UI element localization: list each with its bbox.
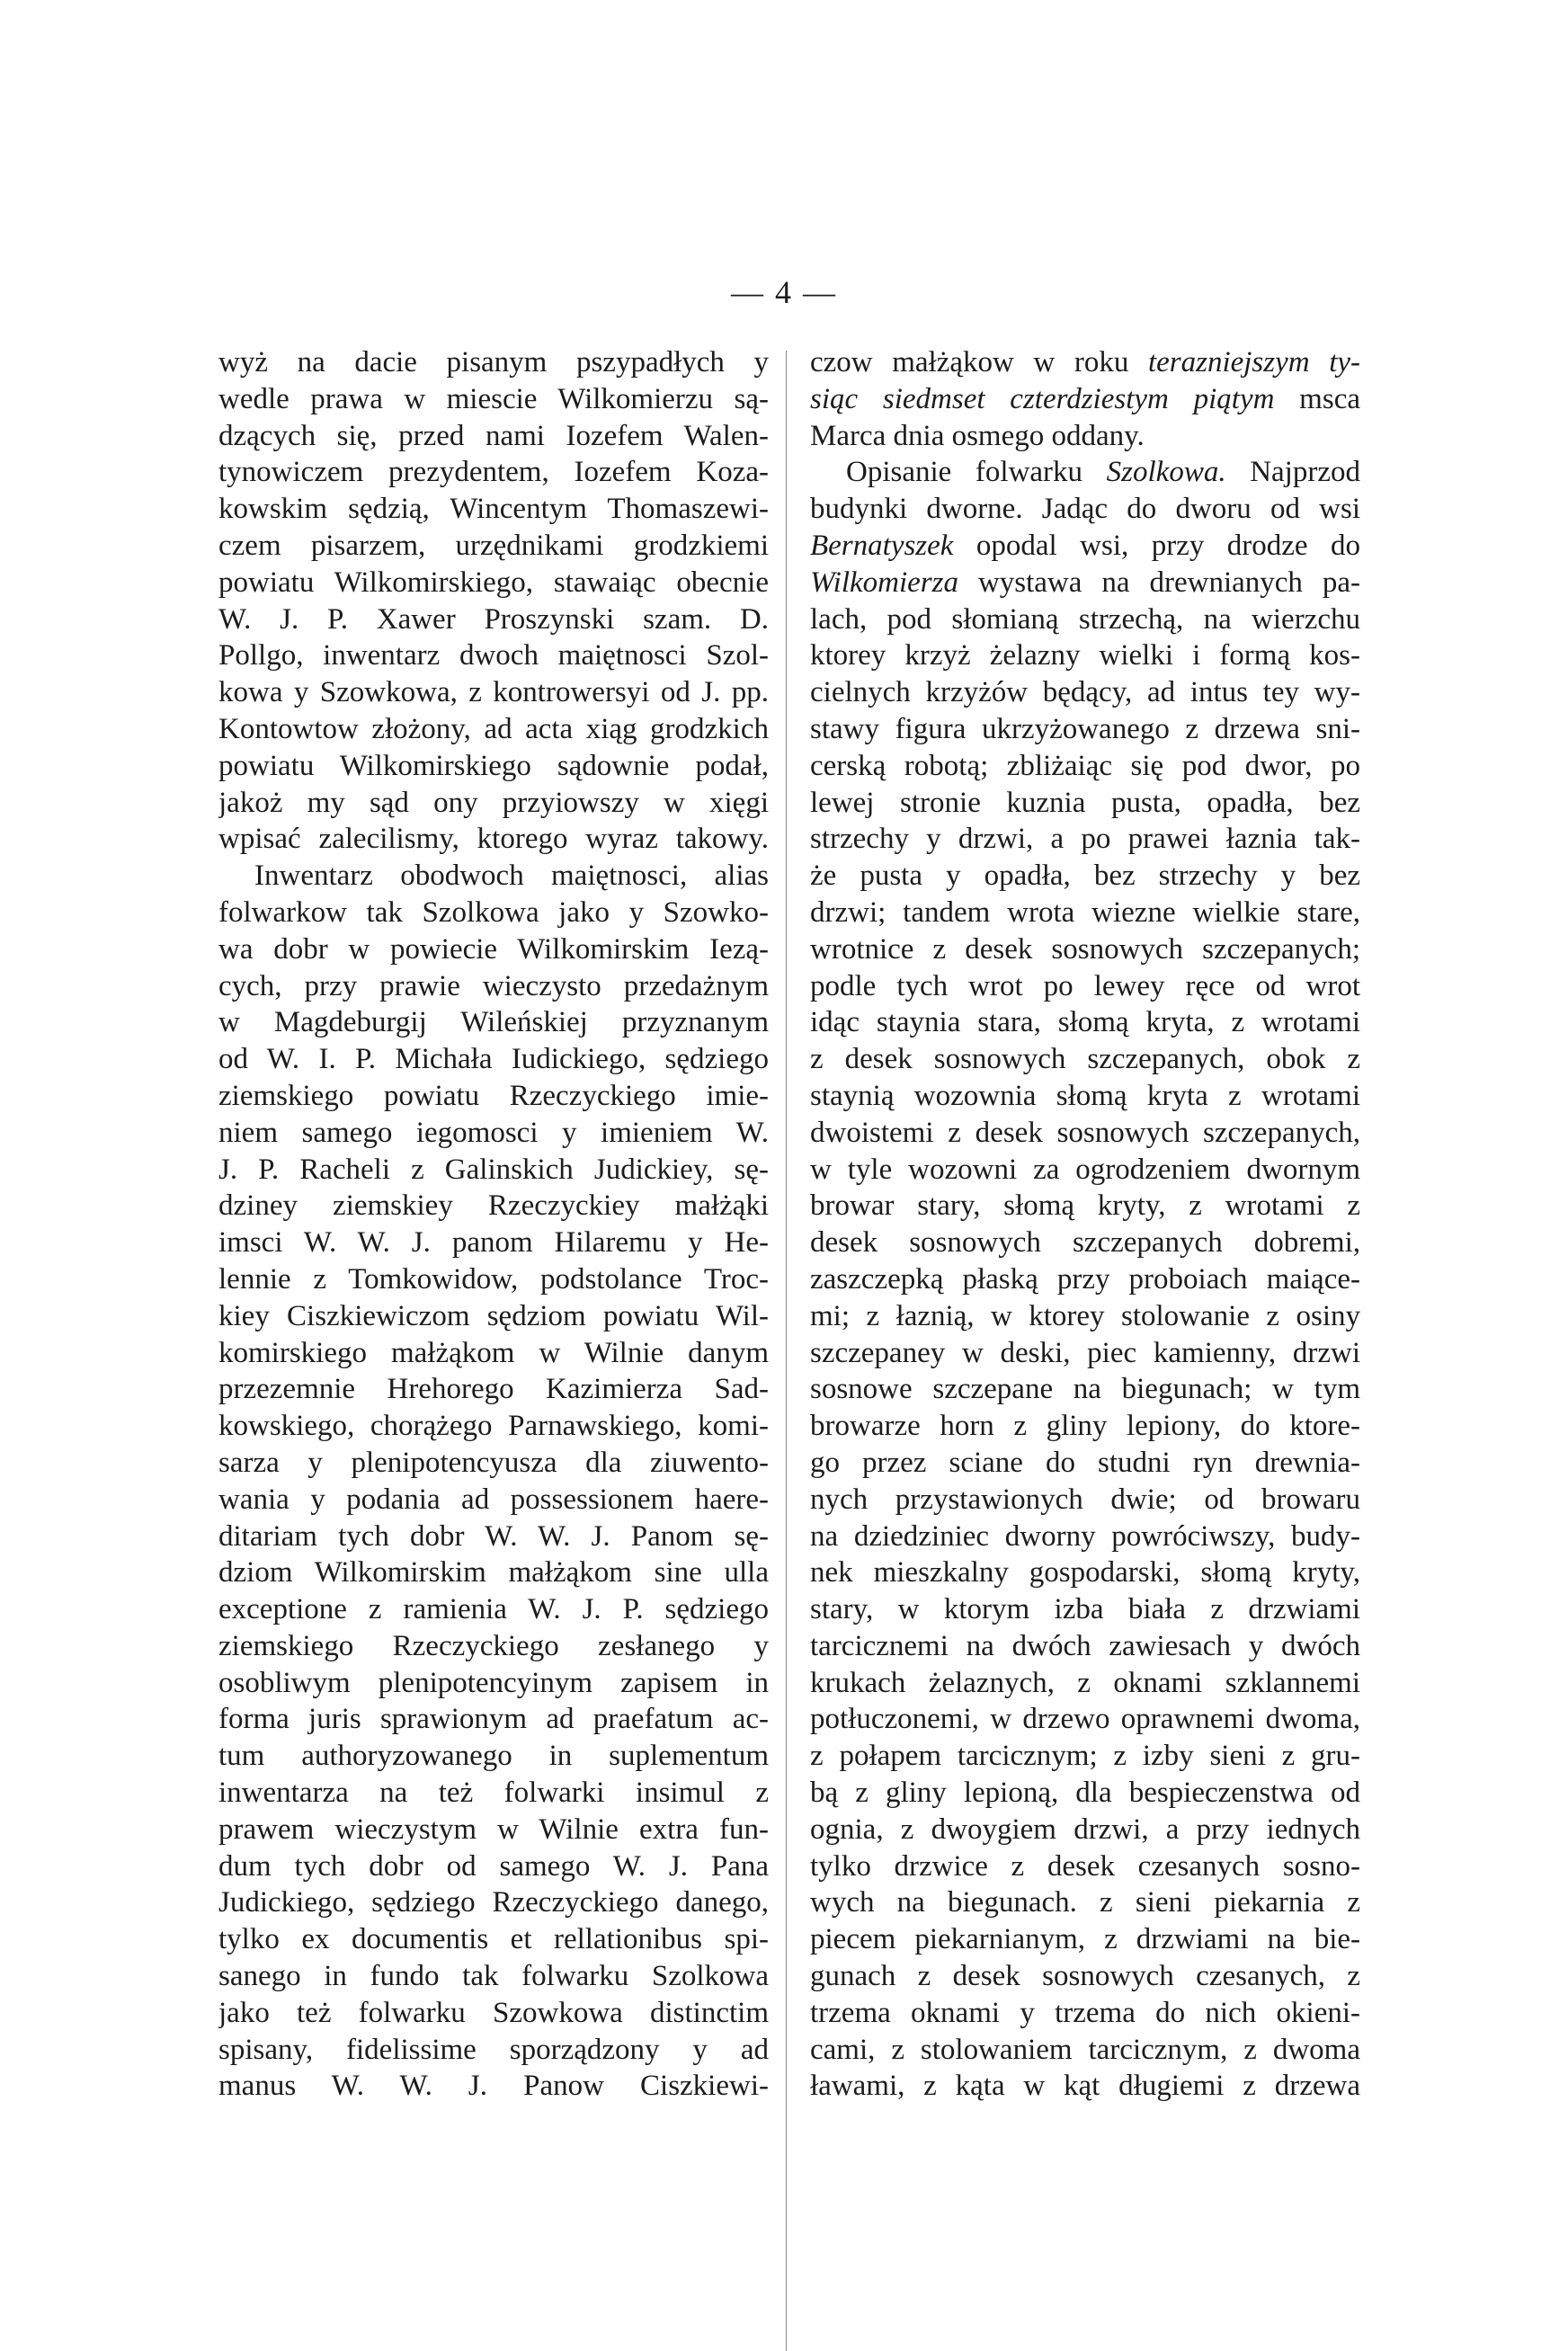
text-line: ditariam tych dobr W. W. J. Panom sę- (218, 1519, 769, 1553)
text-line: cerską robotą; zbliżaiąc się pod dwor, po (810, 749, 1360, 782)
text-line: wrotnice z desek sosnowych szczepanych; (810, 932, 1360, 966)
text-line: stary, w ktorym izba biała z drzwiami (810, 1593, 1360, 1626)
paragraph-first-line: Inwentarz obodwoch maiętnosci, alias (254, 859, 769, 893)
text-line: imsci W. W. J. panom Hilaremu y He- (218, 1226, 769, 1260)
text-line: dzących się, przed nami Iozefem Walen- (218, 419, 769, 452)
text-line: jako też folwarku Szowkowa distinctim (218, 1996, 769, 2029)
text-line: od W. I. P. Michała Iudickiego, sędziego (218, 1043, 769, 1076)
text-line: spisany, fidelissime sporządzony y ad (218, 2033, 769, 2066)
text-line: ktorey krzyż żelazny wielki i formą kos- (810, 639, 1360, 672)
text-line: forma juris sprawionym ad praefatum ac- (218, 1703, 769, 1736)
text-line: z desek sosnowych szczepanych, obok z (810, 1043, 1360, 1076)
italic-phrase: siąc siedmset czterdziestym piątym (810, 382, 1275, 415)
text-line: komirskiego małżąkom w Wilnie danym (218, 1336, 769, 1369)
text-line: J. P. Racheli z Galinskich Judickiey, sę- (218, 1153, 769, 1186)
text-line: dziney ziemskiey Rzeczyckiey małżąki (218, 1189, 769, 1223)
text-line: wyż na dacie pisanym pszypadłych y (218, 346, 769, 378)
paragraph-last-line: Marca dnia osmego oddany. (810, 419, 1145, 452)
text-line: nek mieszkalny gospodarski, słomą kryty, (810, 1556, 1360, 1590)
left-text-column (218, 344, 769, 2105)
text-line: tylko ex documentis et rellationibus spi- (218, 1923, 769, 1956)
text-line: drzwi; tandem wrota wiezne wielkie stare, (810, 895, 1360, 929)
italic-phrase: Bernatyszek (810, 529, 954, 562)
text-line: desek sosnowych szczepanych dobremi, (810, 1226, 1360, 1260)
text-line: przezemnie Hrehorego Kazimierza Sad- (218, 1373, 769, 1406)
text-line: exceptione z ramienia W. J. P. sędziego (218, 1593, 769, 1626)
text-line: Kontowtow złożony, ad acta xiąg grodzkich (218, 712, 769, 745)
text-line: sarza y plenipotencyusza dla ziuwento- (218, 1446, 769, 1479)
text-line: gunach z desek sosnowych czesanych, z (810, 1960, 1360, 1993)
text-line: bą z gliny lepioną, dla bespieczenstwa od (810, 1777, 1360, 1810)
text-line: czow małżąkow w roku terazniejszym ty- (810, 346, 1360, 378)
page-number: — 4 — (731, 274, 837, 310)
text-line: tum authoryzowanego in suplementum (218, 1740, 769, 1773)
text-line: wa dobr w powiecie Wilkomirskim Iezą- (218, 932, 769, 966)
text-line: manus W. W. J. Panow Ciszkiewi- (218, 2070, 769, 2103)
text-line: stawy figura ukrzyżowanego z drzewa sni- (810, 712, 1360, 745)
text-line: lennie z Tomkowidow, podstolance Troc- (218, 1262, 769, 1296)
text-line: trzema oknami y trzema do nich okieni- (810, 1996, 1360, 2029)
text-line: nych przystawionych dwie; od browaru (810, 1483, 1360, 1516)
text-line: go przez sciane do studni ryn drewnia- (810, 1446, 1360, 1479)
text-line: powiatu Wilkomirskiego sądownie podał, (218, 749, 769, 782)
text-line: w Magdeburgij Wileńskiej przyznanym (218, 1006, 769, 1039)
text-line: cielnych krzyżów będący, ad intus tey wy- (810, 676, 1360, 709)
text-line: cami, z stolowaniem tarcicznym, z dwoma (810, 2033, 1360, 2066)
text-line: kowa y Szowkowa, z kontrowersyi od J. pp. (218, 676, 769, 709)
text-line: sanego in fundo tak folwarku Szolkowa (218, 1960, 769, 1993)
text-line: kowskiego, chorążego Parnawskiego, komi- (218, 1410, 769, 1443)
text-line: tynowiczem prezydentem, Iozefem Koza- (218, 456, 769, 489)
text-line: ziemskiego powiatu Rzeczyckiego imie- (218, 1079, 769, 1112)
text-line: dziom Wilkomirskim małżąkom sine ulla (218, 1556, 769, 1590)
text-line: szczepaney w deski, piec kamienny, drzwi (810, 1336, 1360, 1369)
text-line: strzechy y drzwi, a po prawei łaznia tak- (810, 823, 1360, 856)
text-line: ławami, z kąta w kąt długiemi z drzewa (810, 2070, 1360, 2103)
text-line: Judickiego, sędziego Rzeczyckiego danego, (218, 1886, 769, 1919)
text-line: ziemskiego Rzeczyckiego zesłanego y (218, 1629, 769, 1662)
italic-phrase: Wilkomierza (810, 565, 958, 599)
text-line: lewej stronie kuznia pusta, opadła, bez (810, 786, 1360, 819)
text-line: potłuczonemi, w drzewo oprawnemi dwoma, (810, 1703, 1360, 1736)
text-line: czem pisarzem, urzędnikami grodzkiemi (218, 529, 769, 562)
text-line: powiatu Wilkomirskiego, stawaiąc obecnie (218, 565, 769, 599)
text-line: sosnowe szczepane na biegunach; w tym (810, 1373, 1360, 1406)
text-line: browarze horn z gliny lepiony, do ktore- (810, 1410, 1360, 1443)
text-line: Wilkomierza wystawa na drewnianych pa- (810, 565, 1360, 599)
italic-phrase: Szolkowa. (1106, 456, 1226, 489)
text-line: zaszczepką płaską przy proboiach maiące- (810, 1262, 1360, 1296)
italic-phrase: terazniejszym ty- (1147, 346, 1360, 378)
paragraph-first-line: Opisanie folwarku Szolkowa. Najprzod (846, 456, 1360, 489)
text-line: kowskim sędzią, Wincentym Thomaszewi- (218, 493, 769, 526)
text-line: tarcicznemi na dwóch zawiesach y dwóch (810, 1629, 1360, 1662)
text-line: siąc siedmset czterdziestym piątym msca (810, 382, 1360, 415)
right-text-column (810, 344, 1360, 2105)
text-line: folwarkow tak Szolkowa jako y Szowko- (218, 895, 769, 929)
text-line: tylko drzwice z desek czesanych sosno- (810, 1849, 1360, 1883)
text-line: dum tych dobr od samego W. J. Pana (218, 1849, 769, 1883)
text-line: wych na biegunach. z sieni piekarnia z (810, 1886, 1360, 1919)
text-line: na dziedziniec dworny powróciwszy, budy- (810, 1519, 1360, 1553)
text-line: budynki dworne. Jadąc do dworu od wsi (810, 493, 1360, 526)
text-line: Pollgo, inwentarz dwoch maiętnosci Szol- (218, 639, 769, 672)
text-line: w tyle wozowni za ogrodzeniem dwornym (810, 1153, 1360, 1186)
text-line: wania y podania ad possessionem haere- (218, 1483, 769, 1516)
text-line: dwoistemi z desek sosnowych szczepanych, (810, 1116, 1360, 1149)
text-line: niem samego iegomosci y imieniem W. (218, 1116, 769, 1149)
text-line: podle tych wrot po lewey ręce od wrot (810, 969, 1360, 1002)
text-line: wedle prawa w miescie Wilkomierzu są- (218, 382, 769, 415)
text-line: staynią wozownia słomą kryta z wrotami (810, 1079, 1360, 1112)
text-line: piecem piekarnianym, z drzwiami na bie- (810, 1923, 1360, 1956)
text-line: cych, przy prawie wieczysto przedażnym (218, 969, 769, 1002)
text-line: kiey Ciszkiewiczom sędziom powiatu Wil- (218, 1299, 769, 1332)
text-line: idąc staynia stara, słomą kryta, z wrotami (810, 1006, 1360, 1039)
text-line: osobliwym plenipotencyinym zapisem in (218, 1666, 769, 1699)
text-line: z połapem tarcicznym; z izby sieni z gru- (810, 1740, 1360, 1773)
text-line: jakoż my sąd ony przyiowszy w xięgi (218, 786, 769, 819)
text-line: W. J. P. Xawer Proszynski szam. D. (218, 602, 769, 636)
text-line: inwentarza na też folwarki insimul z (218, 1777, 769, 1810)
text-line: mi; z łaznią, w ktorey stolowanie z osiny (810, 1299, 1360, 1332)
text-line: prawem wieczystym w Wilnie extra fun- (218, 1812, 769, 1846)
text-line: wpisać zalecilismy, ktorego wyraz takowy. (218, 823, 769, 856)
text-line: Bernatyszek opodal wsi, przy drodze do (810, 529, 1360, 562)
text-line: krukach żelaznych, z oknami szklannemi (810, 1666, 1360, 1699)
text-line: browar stary, słomą kryty, z wrotami z (810, 1189, 1360, 1223)
text-line: lach, pod słomianą strzechą, na wierzchu (810, 602, 1360, 636)
text-line: ognia, z dwoygiem drzwi, a przy iednych (810, 1812, 1360, 1846)
text-line: że pusta y opadła, bez strzechy y bez (810, 859, 1360, 893)
column-divider (786, 351, 787, 2351)
